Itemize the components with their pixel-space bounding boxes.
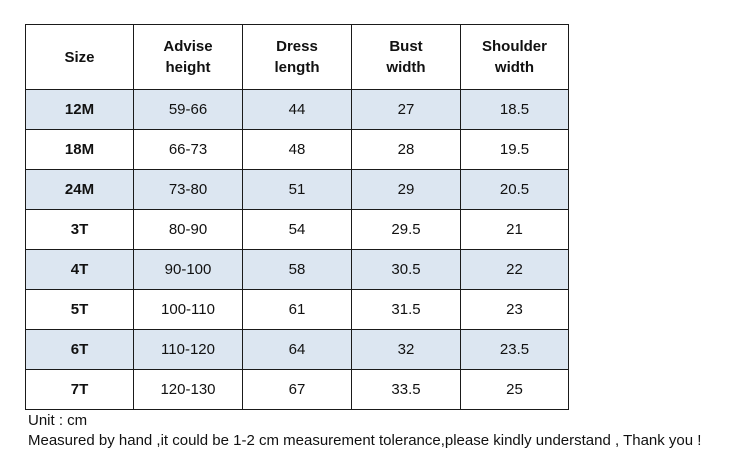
table-row <box>26 250 569 290</box>
table-row <box>26 90 569 130</box>
bust-cell: 28 <box>352 130 461 170</box>
size-cell: 7T <box>26 370 134 410</box>
height-cell: 110-120 <box>134 330 243 370</box>
header-shoulder-width: Shoulder width <box>461 25 569 90</box>
table-row <box>26 170 569 210</box>
table-row <box>26 130 569 170</box>
shoulder-cell: 25 <box>461 370 569 410</box>
length-cell: 44 <box>243 90 352 130</box>
header-size: Size <box>26 25 134 90</box>
size-cell: 3T <box>26 210 134 250</box>
table-header-row <box>26 25 569 90</box>
length-cell: 51 <box>243 170 352 210</box>
length-cell: 67 <box>243 370 352 410</box>
shoulder-cell: 18.5 <box>461 90 569 130</box>
shoulder-cell: 20.5 <box>461 170 569 210</box>
size-cell: 24M <box>26 170 134 210</box>
bust-cell: 31.5 <box>352 290 461 330</box>
unit-note: Unit : cm <box>28 412 88 429</box>
bust-cell: 29 <box>352 170 461 210</box>
size-cell: 5T <box>26 290 134 330</box>
height-cell: 73-80 <box>134 170 243 210</box>
shoulder-cell: 23 <box>461 290 569 330</box>
bust-cell: 33.5 <box>352 370 461 410</box>
table-row <box>26 210 569 250</box>
height-cell: 66-73 <box>134 130 243 170</box>
shoulder-cell: 23.5 <box>461 330 569 370</box>
bust-cell: 32 <box>352 330 461 370</box>
height-cell: 90-100 <box>134 250 243 290</box>
bust-cell: 29.5 <box>352 210 461 250</box>
header-dress-length: Dress length <box>243 25 352 90</box>
table-row <box>26 290 569 330</box>
header-advise-height: Advise height <box>134 25 243 90</box>
table-row <box>26 370 569 410</box>
length-cell: 54 <box>243 210 352 250</box>
table-row <box>26 330 569 370</box>
size-cell: 6T <box>26 330 134 370</box>
shoulder-cell: 21 <box>461 210 569 250</box>
size-chart-table <box>25 24 569 410</box>
length-cell: 48 <box>243 130 352 170</box>
length-cell: 58 <box>243 250 352 290</box>
height-cell: 80-90 <box>134 210 243 250</box>
size-cell: 18M <box>26 130 134 170</box>
height-cell: 59-66 <box>134 90 243 130</box>
shoulder-cell: 19.5 <box>461 130 569 170</box>
length-cell: 61 <box>243 290 352 330</box>
length-cell: 64 <box>243 330 352 370</box>
bust-cell: 27 <box>352 90 461 130</box>
size-cell: 4T <box>26 250 134 290</box>
header-bust-width: Bust width <box>352 25 461 90</box>
size-cell: 12M <box>26 90 134 130</box>
shoulder-cell: 22 <box>461 250 569 290</box>
bust-cell: 30.5 <box>352 250 461 290</box>
measurement-note: Measured by hand ,it could be 1-2 cm measurement tolerance,please kindly understand , Thank you ! <box>28 432 702 449</box>
height-cell: 120-130 <box>134 370 243 410</box>
height-cell: 100-110 <box>134 290 243 330</box>
